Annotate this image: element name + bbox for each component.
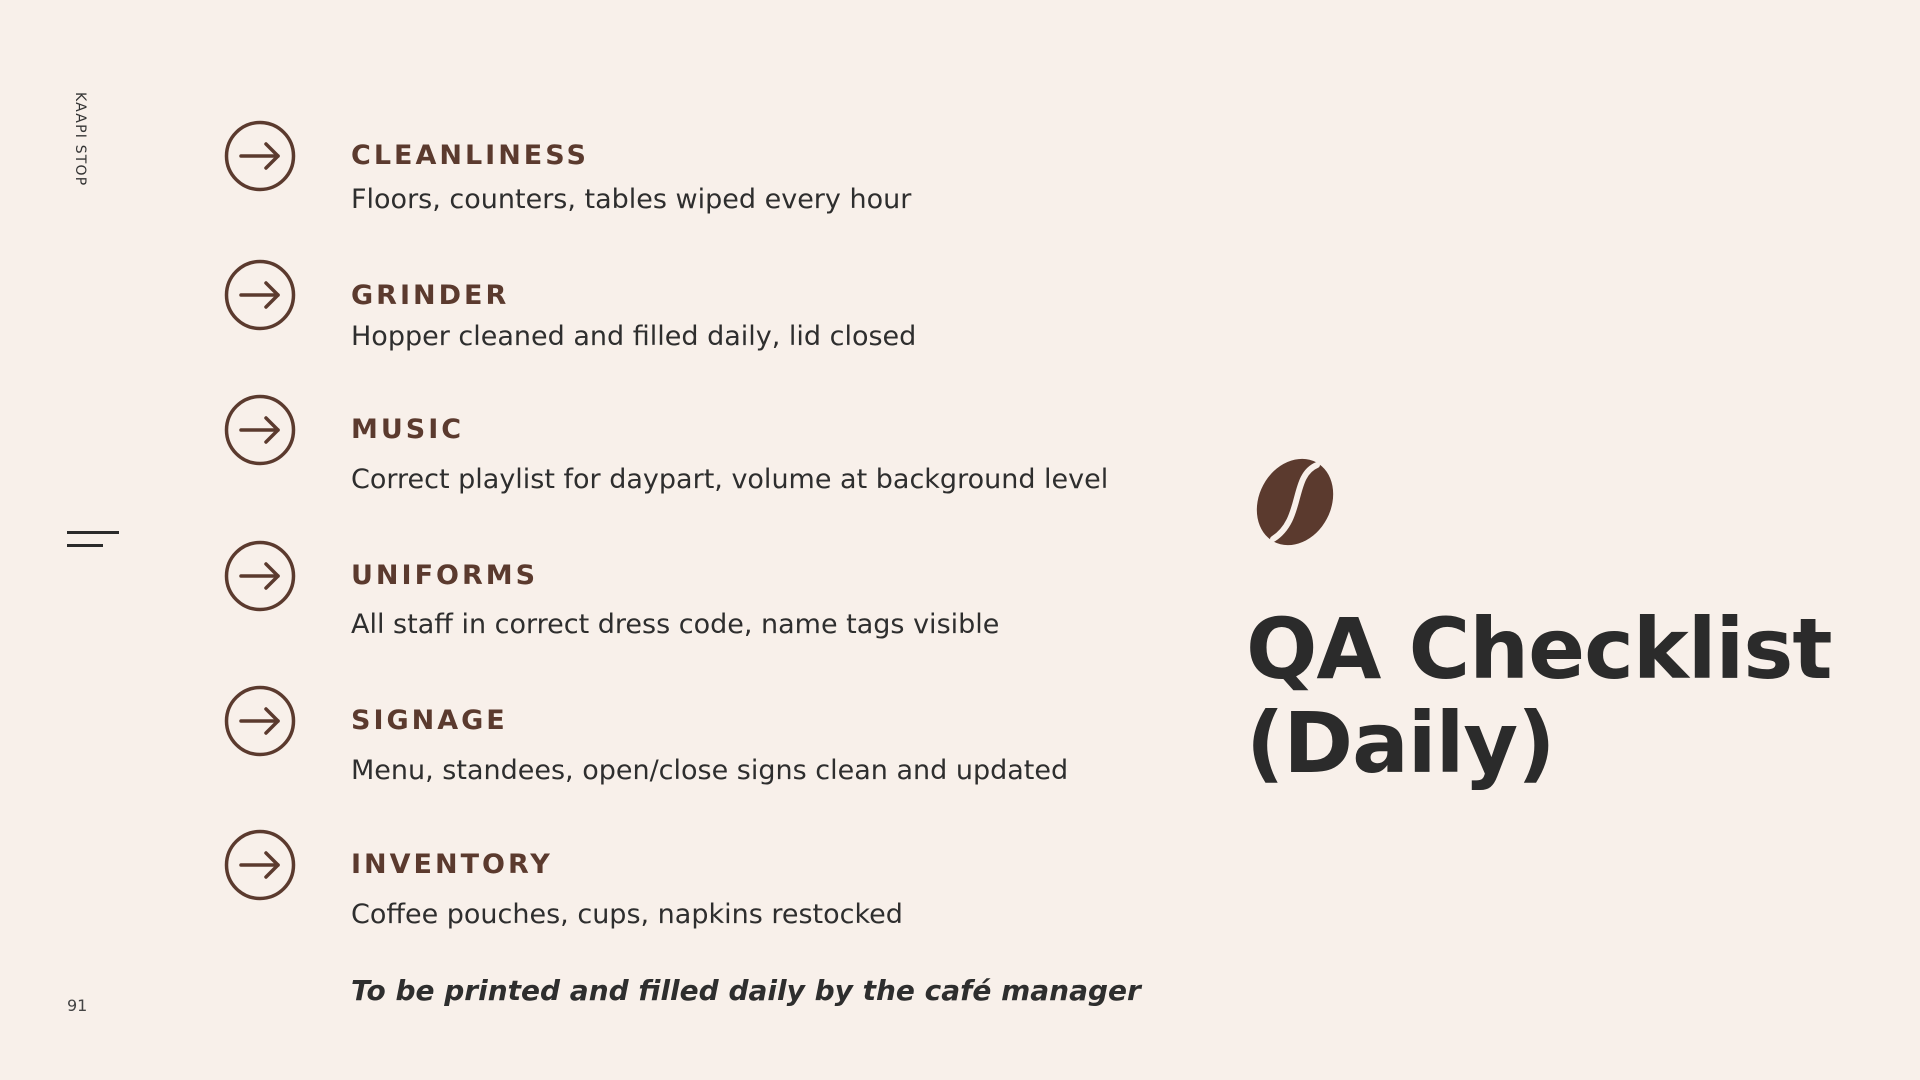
arrow-right-circle-icon: [224, 259, 296, 331]
checklist-item-title: SIGNAGE: [351, 705, 508, 736]
checklist-item-title: MUSIC: [351, 414, 465, 445]
checklist-item-cleanliness: [224, 120, 1144, 240]
brand-label: [70, 92, 90, 202]
page-title: [1246, 602, 1831, 790]
page-number: 91: [67, 996, 88, 1015]
arrow-right-circle-icon: [224, 540, 296, 612]
checklist-item-description: Coffee pouches, cups, napkins restocked: [351, 899, 903, 930]
arrow-right-circle-icon: [224, 829, 296, 901]
checklist-item-music: [224, 394, 1144, 514]
checklist-item-description: All staff in correct dress code, name tags visible: [351, 609, 1000, 640]
page-title-line-1: QA Checklist: [1246, 600, 1832, 698]
coffee-bean-icon: [1253, 455, 1337, 549]
checklist-item-title: UNIFORMS: [351, 560, 539, 591]
checklist-item-inventory: [224, 829, 1144, 949]
checklist-item-grinder: [224, 259, 1144, 379]
checklist-item-description: Hopper cleaned and filled daily, lid closed: [351, 321, 917, 352]
checklist-item-signage: [224, 685, 1144, 805]
checklist-item-uniforms: [224, 540, 1144, 660]
checklist-item-description: Menu, standees, open/close signs clean and updated: [351, 755, 1069, 786]
page-title-line-2: (Daily): [1246, 694, 1555, 792]
footer-note: To be printed and filled daily by the café manager: [351, 974, 1141, 1007]
brand-name: KAAPI STOP: [72, 92, 88, 187]
arrow-right-circle-icon: [224, 685, 296, 757]
menu-icon[interactable]: [67, 531, 119, 551]
checklist-item-title: GRINDER: [351, 280, 510, 311]
checklist-item-description: Correct playlist for daypart, volume at background level: [351, 464, 1109, 495]
checklist-item-title: CLEANLINESS: [351, 140, 589, 171]
checklist-item-title: INVENTORY: [351, 849, 553, 880]
arrow-right-circle-icon: [224, 120, 296, 192]
arrow-right-circle-icon: [224, 394, 296, 466]
checklist-item-description: Floors, counters, tables wiped every hour: [351, 184, 912, 215]
